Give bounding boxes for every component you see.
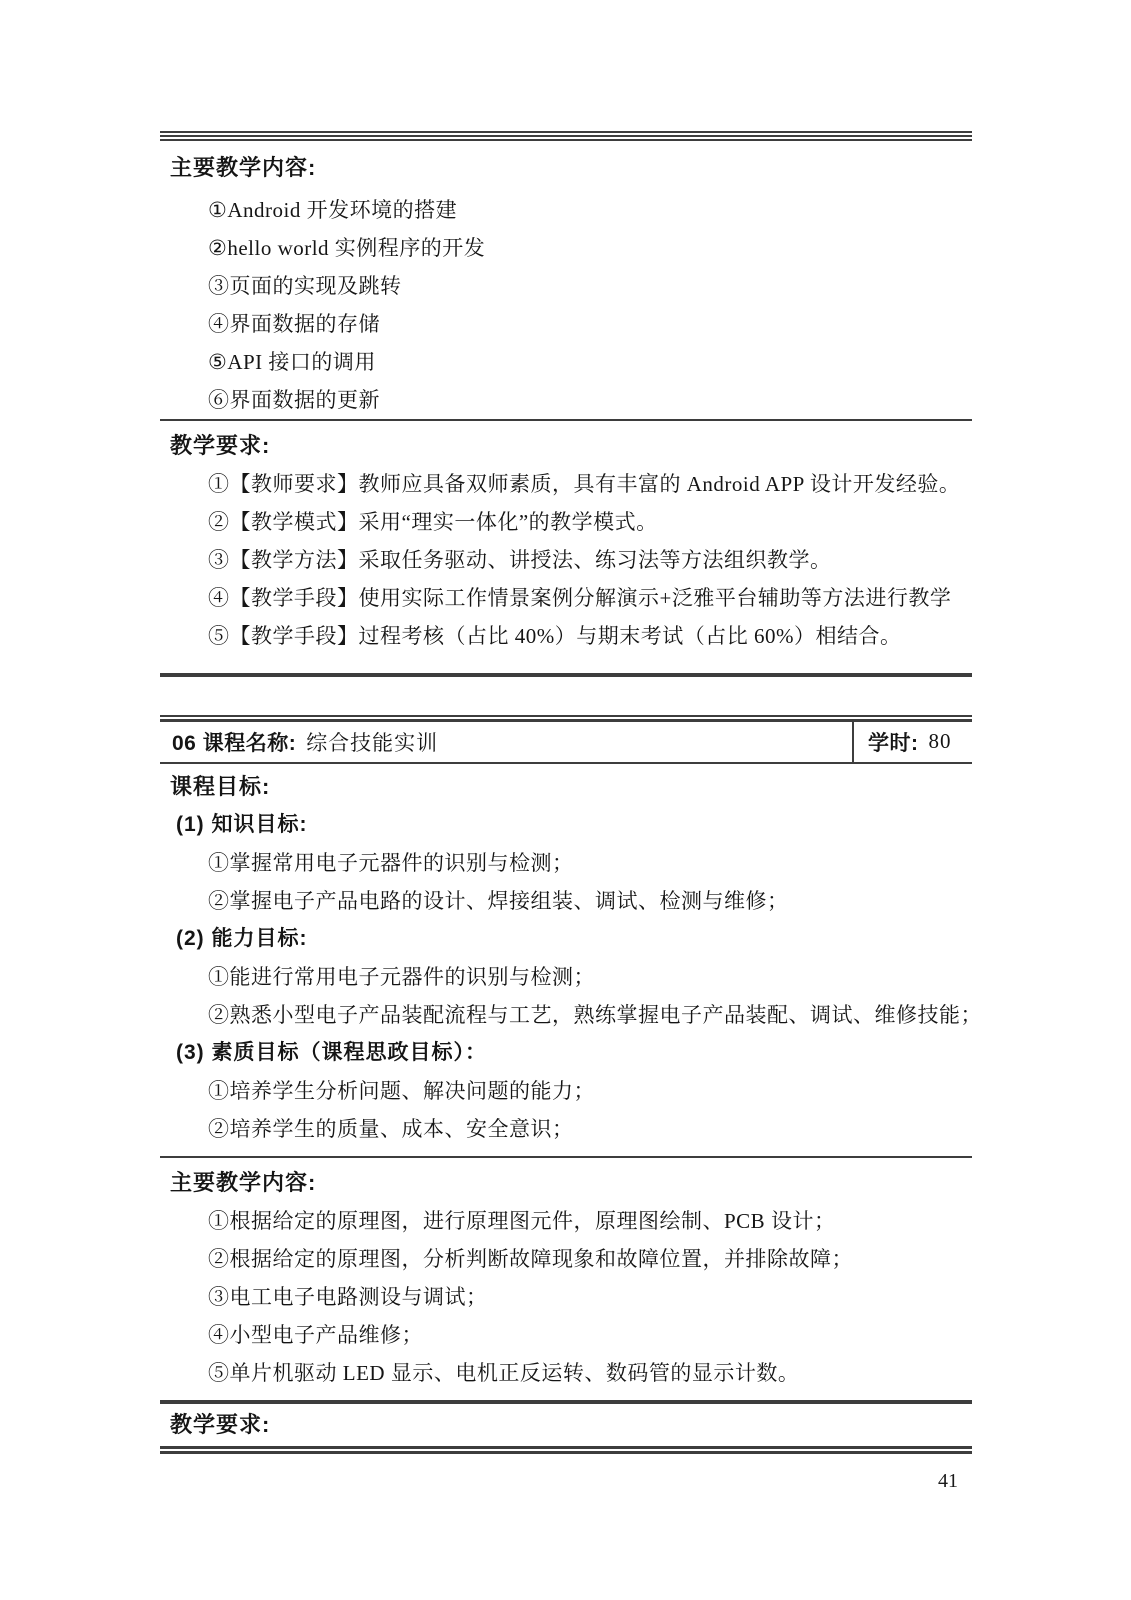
section-title-teaching-content-1: 主要教学内容: (170, 155, 317, 180)
course-name-cell (160, 722, 852, 762)
list-item: ①【教师要求】教师应具备双师素质，具有丰富的 Android APP 设计开发经验。 (208, 472, 961, 496)
teaching-requirements-list-1 (160, 465, 972, 655)
rule-line (160, 131, 972, 133)
rule-line (160, 139, 972, 141)
rule-line (160, 1451, 972, 1454)
list-item: ②根据给定的原理图，分析判断故障现象和故障位置，并排除故障； (208, 1246, 853, 1271)
list-item: ②【教学模式】采用“理实一体化”的教学模式。 (208, 510, 658, 534)
objective-group-heading-3: (3) 素质目标（课程思政目标）： (176, 1040, 487, 1064)
list-item: ⑤API 接口的调用 (208, 350, 376, 374)
list-item: ④【教学手段】使用实际工作情景案例分解演示+泛雅平台辅助等方法进行教学 (208, 586, 952, 610)
list-item: ②hello world 实例程序的开发 (208, 236, 486, 260)
list-item: ③【教学方法】采取任务驱动、讲授法、练习法等方法组织教学。 (208, 548, 832, 572)
course-name-value: 综合技能实训 (306, 730, 439, 755)
list-item: ①能进行常用电子元器件的识别与检测； (208, 964, 595, 989)
list-item: ⑥界面数据的更新 (208, 388, 380, 412)
page-number: 41 (938, 1470, 958, 1492)
section-title-course-objectives: 课程目标: (170, 773, 271, 799)
horizontal-rule (160, 1156, 972, 1158)
list-item: ①培养学生分析问题、解决问题的能力； (208, 1078, 595, 1103)
course-hours-cell (854, 722, 972, 762)
course-name-label: 06 课程名称: (172, 731, 297, 755)
list-item: ②掌握电子产品电路的设计、焊接组装、调试、检测与维修； (208, 888, 789, 913)
document-content (160, 131, 982, 1454)
teaching-content-list-1 (160, 191, 972, 419)
teaching-content-list-2 (160, 1202, 972, 1392)
section-title-teaching-requirements-1: 教学要求: (170, 433, 271, 458)
list-item: ②培养学生的质量、成本、安全意识； (208, 1116, 574, 1141)
list-item: ①根据给定的原理图，进行原理图元件，原理图绘制、PCB 设计； (208, 1208, 836, 1233)
rule-line (160, 135, 972, 137)
list-item: ②熟悉小型电子产品装配流程与工艺，熟练掌握电子产品装配、调试、维修技能； (208, 1002, 982, 1027)
objective-group-heading-1: (1) 知识目标: (176, 812, 308, 836)
section-title-teaching-requirements-2: 教学要求: (170, 1411, 271, 1437)
course-header-row (160, 722, 972, 762)
course-hours-label: 学时: (868, 731, 919, 755)
section-gap (160, 677, 972, 715)
course-row-bottom-border (160, 762, 972, 764)
table-page-break-border (160, 1446, 972, 1454)
rule-line (160, 1446, 972, 1449)
horizontal-rule-thick (160, 1400, 972, 1404)
list-item: ③电工电子电路测设与调试； (208, 1284, 488, 1309)
course-hours-value: 80 (928, 729, 952, 753)
list-item: ⑤单片机驱动 LED 显示、电机正反运转、数码管的显示计数。 (208, 1360, 800, 1385)
list-item: ①Android 开发环境的搭建 (208, 198, 458, 222)
objective-group-heading-2: (2) 能力目标: (176, 926, 308, 950)
list-item: ⑤【教学手段】过程考核（占比 40%）与期末考试（占比 60%）相结合。 (208, 624, 902, 648)
table-continuation-border (160, 131, 972, 141)
section-title-teaching-content-2: 主要教学内容: (170, 1169, 317, 1195)
list-item: ③页面的实现及跳转 (208, 274, 402, 298)
horizontal-rule (160, 419, 972, 421)
rule-line (160, 715, 972, 717)
list-item: ①掌握常用电子元器件的识别与检测； (208, 850, 574, 875)
list-item: ④小型电子产品维修； (208, 1322, 423, 1347)
list-item: ④界面数据的存储 (208, 312, 380, 336)
